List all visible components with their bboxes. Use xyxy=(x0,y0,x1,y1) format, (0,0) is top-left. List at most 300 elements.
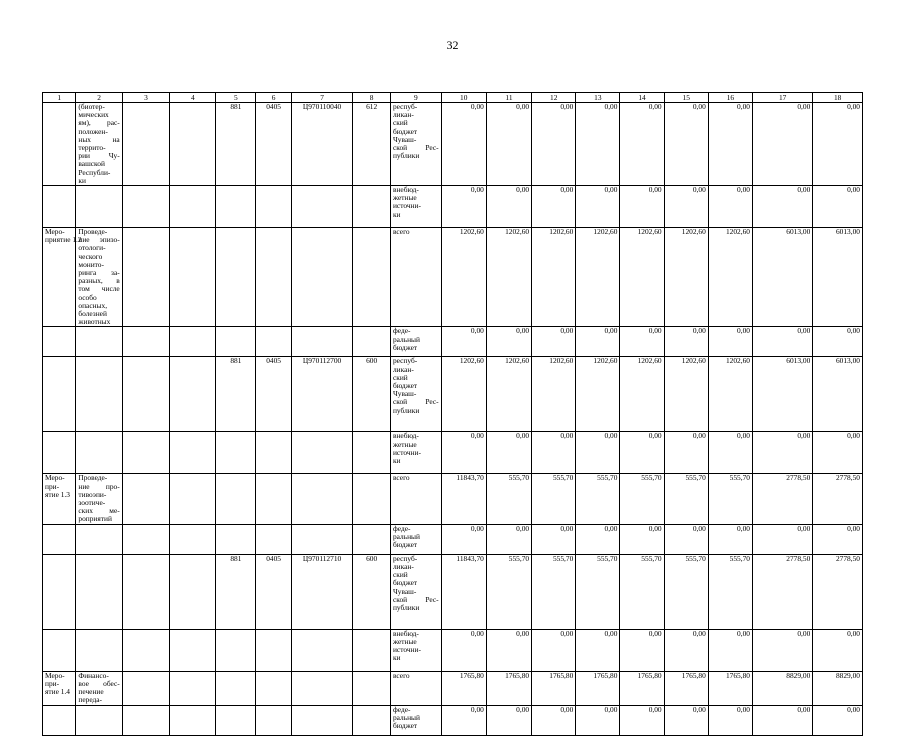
amount-cell: 0,00 xyxy=(708,432,752,474)
expense-type-cell xyxy=(353,705,391,735)
measure-name-cell-line: роприятий xyxy=(78,514,112,524)
funding-source-cell-line: внебюд- xyxy=(392,185,419,195)
header-cell: 4 xyxy=(170,93,216,103)
measure-name-cell xyxy=(76,671,122,705)
amount-cell: 11843,70 xyxy=(441,474,486,524)
amount-cell: 0,00 xyxy=(486,524,531,554)
amount-cell: 0,00 xyxy=(813,629,863,671)
measure-label-cell-line: при- xyxy=(45,481,60,491)
header-cell: 13 xyxy=(576,93,620,103)
empty-cell xyxy=(170,432,216,474)
header-cell: 11 xyxy=(486,93,531,103)
amount-cell: 0,00 xyxy=(664,327,708,357)
measure-label-cell xyxy=(43,474,76,524)
amount-cell: 0,00 xyxy=(813,705,863,735)
amount-cell: 0,00 xyxy=(441,186,486,228)
amount-cell: 2778,50 xyxy=(813,474,863,524)
amount-cell: 0,00 xyxy=(576,705,620,735)
funding-source-cell-line: внебюд- xyxy=(392,431,419,441)
empty-cell xyxy=(122,671,169,705)
empty-cell xyxy=(170,186,216,228)
section-code-cell xyxy=(256,186,292,228)
grbs-code-cell xyxy=(216,228,256,327)
amount-cell: 0,00 xyxy=(576,524,620,554)
grbs-code-cell: 881 xyxy=(216,554,256,629)
empty-cell xyxy=(122,554,169,629)
header-cell: 5 xyxy=(216,93,256,103)
amount-cell: 0,00 xyxy=(620,327,664,357)
amount-cell: 0,00 xyxy=(532,186,576,228)
funding-source-cell-line: респуб- xyxy=(392,553,418,563)
measure-label-cell xyxy=(43,705,76,735)
funding-source-cell-line: всего xyxy=(392,670,410,680)
measure-name-cell-line: том числе xyxy=(78,284,120,294)
empty-cell xyxy=(122,228,169,327)
header-cell: 1 xyxy=(43,93,76,103)
funding-source-cell-line: ральный xyxy=(392,531,420,541)
funding-source-cell-line: ральный xyxy=(392,712,420,722)
measure-name-cell-line: особо xyxy=(78,292,97,302)
measure-name-cell-line: ных на xyxy=(78,134,120,144)
measure-name-cell-line: тивоэпи- xyxy=(78,489,107,499)
funding-source-cell xyxy=(390,432,441,474)
amount-cell: 2778,50 xyxy=(752,554,812,629)
table-row xyxy=(43,327,863,357)
target-article-cell: Ц970112700 xyxy=(291,357,352,432)
measure-label-cell-line: Меро- xyxy=(45,473,65,483)
funding-source-cell xyxy=(390,357,441,432)
amount-cell: 1202,60 xyxy=(532,228,576,327)
section-code-cell xyxy=(256,432,292,474)
amount-cell: 0,00 xyxy=(752,327,812,357)
amount-cell: 0,00 xyxy=(708,103,752,186)
expense-type-cell xyxy=(353,327,391,357)
amount-cell: 0,00 xyxy=(664,524,708,554)
funding-source-cell-line: респуб- xyxy=(392,102,418,111)
amount-cell: 0,00 xyxy=(813,327,863,357)
funding-source-cell-line: публики xyxy=(392,405,420,415)
measure-name-cell xyxy=(76,474,122,524)
funding-source-cell-line: бюджет xyxy=(392,126,418,136)
measure-label-cell xyxy=(43,629,76,671)
amount-cell: 555,70 xyxy=(576,474,620,524)
amount-cell: 0,00 xyxy=(708,186,752,228)
amount-cell: 0,00 xyxy=(441,432,486,474)
funding-source-cell-line: Чуваш- xyxy=(392,389,417,399)
measure-name-cell-line: ние эпизо- xyxy=(78,235,120,245)
header-cell: 12 xyxy=(532,93,576,103)
header-cell: 3 xyxy=(122,93,169,103)
amount-cell: 0,00 xyxy=(576,186,620,228)
funding-source-cell xyxy=(390,228,441,327)
amount-cell: 1202,60 xyxy=(708,228,752,327)
amount-cell: 0,00 xyxy=(664,705,708,735)
amount-cell: 0,00 xyxy=(532,327,576,357)
expense-type-cell: 612 xyxy=(353,103,391,186)
expense-type-cell xyxy=(353,671,391,705)
empty-cell xyxy=(170,327,216,357)
funding-source-cell-line: источни- xyxy=(392,645,421,655)
grbs-code-cell xyxy=(216,186,256,228)
amount-cell: 0,00 xyxy=(486,705,531,735)
funding-source-cell-line: внебюд- xyxy=(392,628,419,638)
empty-cell xyxy=(122,327,169,357)
funding-source-cell-line: источни- xyxy=(392,447,421,457)
amount-cell: 0,00 xyxy=(441,327,486,357)
measure-name-cell-line: печение xyxy=(78,687,104,697)
measure-name-cell-line: опасных, xyxy=(78,300,108,310)
funding-source-cell-line: источни- xyxy=(392,201,421,211)
funding-source-cell xyxy=(390,629,441,671)
empty-cell xyxy=(122,705,169,735)
measure-name-cell-line: ческого xyxy=(78,251,103,261)
table-row xyxy=(43,554,863,629)
funding-source-cell-line: жетные xyxy=(392,636,417,646)
target-article-cell xyxy=(291,705,352,735)
funding-source-cell-line: ральный xyxy=(392,334,420,344)
measure-name-cell xyxy=(76,554,122,629)
section-code-cell: 0405 xyxy=(256,103,292,186)
measure-name-cell-line: ринга за- xyxy=(78,268,120,278)
header-cell: 17 xyxy=(752,93,812,103)
measure-name-cell-line: положен- xyxy=(78,126,108,136)
measure-name-cell-line: ских ме- xyxy=(78,506,120,516)
funding-source-cell-line: ликан- xyxy=(392,364,414,374)
funding-source-cell-line: ский xyxy=(392,372,408,382)
amount-cell: 2778,50 xyxy=(813,554,863,629)
amount-cell: 0,00 xyxy=(441,705,486,735)
amount-cell: 555,70 xyxy=(620,554,664,629)
grbs-code-cell xyxy=(216,474,256,524)
target-article-cell xyxy=(291,524,352,554)
amount-cell: 0,00 xyxy=(752,103,812,186)
measure-label-cell-line: Меро- xyxy=(45,227,65,237)
amount-cell: 555,70 xyxy=(664,554,708,629)
funding-source-cell-line: публики xyxy=(392,151,420,161)
funding-source-cell xyxy=(390,103,441,186)
funding-source-cell-line: феде- xyxy=(392,523,411,533)
amount-cell: 0,00 xyxy=(813,186,863,228)
grbs-code-cell xyxy=(216,671,256,705)
section-code-cell xyxy=(256,228,292,327)
budget-table xyxy=(42,92,863,736)
amount-cell: 0,00 xyxy=(752,629,812,671)
funding-source-cell xyxy=(390,186,441,228)
header-cell: 8 xyxy=(353,93,391,103)
amount-cell: 0,00 xyxy=(620,629,664,671)
grbs-code-cell xyxy=(216,524,256,554)
header-cell: 2 xyxy=(76,93,122,103)
section-code-cell xyxy=(256,671,292,705)
expense-type-cell: 600 xyxy=(353,554,391,629)
measure-label-cell-line: при- xyxy=(45,678,60,688)
target-article-cell xyxy=(291,186,352,228)
amount-cell: 1202,60 xyxy=(441,228,486,327)
amount-cell: 1202,60 xyxy=(576,357,620,432)
amount-cell: 0,00 xyxy=(752,186,812,228)
measure-name-cell-line: ние про- xyxy=(78,481,120,491)
amount-cell: 0,00 xyxy=(486,186,531,228)
amount-cell: 0,00 xyxy=(752,524,812,554)
amount-cell: 0,00 xyxy=(620,186,664,228)
measure-name-cell xyxy=(76,327,122,357)
amount-cell: 0,00 xyxy=(813,524,863,554)
funding-source-cell-line: ки xyxy=(392,456,401,466)
table-row xyxy=(43,705,863,735)
amount-cell: 0,00 xyxy=(486,103,531,186)
measure-label-cell xyxy=(43,103,76,186)
table-row xyxy=(43,103,863,186)
amount-cell: 555,70 xyxy=(620,474,664,524)
amount-cell: 555,70 xyxy=(576,554,620,629)
funding-source-cell xyxy=(390,671,441,705)
header-cell: 7 xyxy=(291,93,352,103)
header-row xyxy=(43,93,863,103)
amount-cell: 555,70 xyxy=(708,554,752,629)
amount-cell: 0,00 xyxy=(441,629,486,671)
amount-cell: 1202,60 xyxy=(620,357,664,432)
funding-source-cell-line: феде- xyxy=(392,326,411,336)
measure-name-cell xyxy=(76,629,122,671)
measure-name-cell xyxy=(76,357,122,432)
measure-label-cell-line: ятие 1.3 xyxy=(45,489,70,499)
amount-cell: 0,00 xyxy=(532,705,576,735)
amount-cell: 555,70 xyxy=(486,554,531,629)
amount-cell: 0,00 xyxy=(532,103,576,186)
amount-cell: 1765,80 xyxy=(486,671,531,705)
amount-cell: 0,00 xyxy=(813,432,863,474)
measure-name-cell-line: вое обес- xyxy=(78,678,120,688)
amount-cell: 0,00 xyxy=(486,432,531,474)
amount-cell: 1202,60 xyxy=(664,228,708,327)
empty-cell xyxy=(122,524,169,554)
empty-cell xyxy=(170,474,216,524)
measure-name-cell-line: отологи- xyxy=(78,243,106,253)
measure-label-cell xyxy=(43,432,76,474)
grbs-code-cell xyxy=(216,432,256,474)
amount-cell: 1202,60 xyxy=(664,357,708,432)
measure-name-cell-line: рии Чу- xyxy=(78,151,120,161)
section-code-cell xyxy=(256,629,292,671)
amount-cell: 1202,60 xyxy=(620,228,664,327)
measure-name-cell xyxy=(76,432,122,474)
section-code-cell: 0405 xyxy=(256,554,292,629)
amount-cell: 0,00 xyxy=(620,705,664,735)
header-cell: 9 xyxy=(390,93,441,103)
amount-cell: 1202,60 xyxy=(708,357,752,432)
amount-cell: 0,00 xyxy=(576,629,620,671)
grbs-code-cell xyxy=(216,327,256,357)
grbs-code-cell xyxy=(216,705,256,735)
measure-label-cell xyxy=(43,524,76,554)
amount-cell: 555,70 xyxy=(532,474,576,524)
measure-label-cell-line: приятие 1.2 xyxy=(45,235,82,245)
amount-cell: 0,00 xyxy=(813,103,863,186)
amount-cell: 0,00 xyxy=(576,327,620,357)
funding-source-cell-line: феде- xyxy=(392,704,411,714)
header-cell: 14 xyxy=(620,93,664,103)
target-article-cell xyxy=(291,432,352,474)
funding-source-cell-line: бюджет xyxy=(392,540,418,550)
header-cell: 16 xyxy=(708,93,752,103)
measure-label-cell-line: Меро- xyxy=(45,670,65,680)
grbs-code-cell: 881 xyxy=(216,357,256,432)
funding-source-cell-line: ликан- xyxy=(392,110,414,120)
header-cell: 18 xyxy=(813,93,863,103)
amount-cell: 0,00 xyxy=(486,629,531,671)
amount-cell: 1765,80 xyxy=(664,671,708,705)
measure-label-cell xyxy=(43,671,76,705)
measure-name-cell-line: Финансо- xyxy=(78,670,109,680)
empty-cell xyxy=(170,228,216,327)
amount-cell: 11843,70 xyxy=(441,554,486,629)
amount-cell: 0,00 xyxy=(441,524,486,554)
funding-source-cell-line: ки xyxy=(392,653,401,663)
empty-cell xyxy=(122,432,169,474)
amount-cell: 0,00 xyxy=(486,327,531,357)
funding-source-cell-line: бюджет xyxy=(392,381,418,391)
funding-source-cell-line: ки xyxy=(392,209,401,219)
amount-cell: 0,00 xyxy=(576,432,620,474)
funding-source-cell xyxy=(390,554,441,629)
target-article-cell: Ц970110040 xyxy=(291,103,352,186)
measure-name-cell-line: зоотиче- xyxy=(78,498,106,508)
amount-cell: 0,00 xyxy=(620,432,664,474)
target-article-cell: Ц970112710 xyxy=(291,554,352,629)
amount-cell: 1202,60 xyxy=(576,228,620,327)
amount-cell: 1765,80 xyxy=(576,671,620,705)
expense-type-cell xyxy=(353,432,391,474)
target-article-cell xyxy=(291,228,352,327)
funding-source-cell-line: бюджет xyxy=(392,720,418,730)
section-code-cell: 0405 xyxy=(256,357,292,432)
funding-source-cell-line: ликан- xyxy=(392,561,414,571)
amount-cell: 0,00 xyxy=(620,524,664,554)
amount-cell: 0,00 xyxy=(708,524,752,554)
table-row xyxy=(43,671,863,705)
measure-name-cell-line: Проведе- xyxy=(78,473,108,483)
table-row xyxy=(43,432,863,474)
amount-cell: 1765,80 xyxy=(441,671,486,705)
measure-label-cell xyxy=(43,186,76,228)
measure-name-cell-line: мических xyxy=(78,110,109,120)
measure-label-cell-line: ятие 1.4 xyxy=(45,687,70,697)
empty-cell xyxy=(122,186,169,228)
measure-name-cell-line: животных xyxy=(78,317,111,327)
header-cell: 10 xyxy=(441,93,486,103)
amount-cell: 1202,60 xyxy=(486,228,531,327)
expense-type-cell xyxy=(353,524,391,554)
measure-name-cell xyxy=(76,705,122,735)
amount-cell: 0,00 xyxy=(532,524,576,554)
section-code-cell xyxy=(256,474,292,524)
funding-source-cell-line: ский xyxy=(392,570,408,580)
table-row xyxy=(43,357,863,432)
amount-cell: 0,00 xyxy=(664,629,708,671)
amount-cell: 8829,00 xyxy=(813,671,863,705)
funding-source-cell-line: Чуваш- xyxy=(392,134,417,144)
measure-name-cell-line: (биотер- xyxy=(78,102,105,111)
measure-name-cell xyxy=(76,524,122,554)
expense-type-cell xyxy=(353,186,391,228)
empty-cell xyxy=(170,671,216,705)
amount-cell: 0,00 xyxy=(441,103,486,186)
measure-label-cell xyxy=(43,554,76,629)
page-number: 32 xyxy=(446,38,459,52)
amount-cell: 0,00 xyxy=(620,103,664,186)
amount-cell: 6013,00 xyxy=(813,357,863,432)
amount-cell: 1765,80 xyxy=(620,671,664,705)
measure-name-cell-line: ям), рас- xyxy=(78,118,120,128)
amount-cell: 6013,00 xyxy=(752,228,812,327)
funding-source-cell-line: ской Рес- xyxy=(392,594,439,604)
section-code-cell xyxy=(256,705,292,735)
measure-name-cell xyxy=(76,103,122,186)
amount-cell: 1202,60 xyxy=(441,357,486,432)
measure-name-cell-line: переда- xyxy=(78,695,103,705)
measure-name-cell-line: вашской xyxy=(78,159,105,169)
target-article-cell xyxy=(291,474,352,524)
amount-cell: 0,00 xyxy=(532,432,576,474)
expense-type-cell xyxy=(353,228,391,327)
amount-cell: 1765,80 xyxy=(532,671,576,705)
header-cell: 15 xyxy=(664,93,708,103)
measure-label-cell xyxy=(43,357,76,432)
measure-name-cell xyxy=(76,186,122,228)
funding-source-cell-line: всего xyxy=(392,473,410,483)
empty-cell xyxy=(122,357,169,432)
funding-source-cell-line: бюджет xyxy=(392,342,418,352)
empty-cell xyxy=(170,554,216,629)
section-code-cell xyxy=(256,524,292,554)
section-code-cell xyxy=(256,327,292,357)
funding-source-cell-line: жетные xyxy=(392,439,417,449)
empty-cell xyxy=(170,705,216,735)
amount-cell: 0,00 xyxy=(664,432,708,474)
funding-source-cell xyxy=(390,474,441,524)
expense-type-cell xyxy=(353,474,391,524)
measure-name-cell-line: Республи- xyxy=(78,167,111,177)
funding-source-cell-line: публики xyxy=(392,602,420,612)
amount-cell: 555,70 xyxy=(708,474,752,524)
empty-cell xyxy=(170,524,216,554)
measure-name-cell-line: Проведе- xyxy=(78,227,108,237)
empty-cell xyxy=(170,629,216,671)
amount-cell: 0,00 xyxy=(708,705,752,735)
amount-cell: 1202,60 xyxy=(532,357,576,432)
table-row xyxy=(43,629,863,671)
measure-name-cell-line: террито- xyxy=(78,143,106,153)
header-cell: 6 xyxy=(256,93,292,103)
table-row xyxy=(43,524,863,554)
funding-source-cell-line: бюджет xyxy=(392,578,418,588)
funding-source-cell-line: респуб- xyxy=(392,356,418,366)
empty-cell xyxy=(122,474,169,524)
amount-cell: 1765,80 xyxy=(708,671,752,705)
funding-source-cell xyxy=(390,327,441,357)
measure-name-cell-line: болезней xyxy=(78,309,107,319)
table-row xyxy=(43,474,863,524)
amount-cell: 0,00 xyxy=(576,103,620,186)
amount-cell: 555,70 xyxy=(486,474,531,524)
amount-cell: 0,00 xyxy=(664,103,708,186)
table-row xyxy=(43,228,863,327)
measure-name-cell xyxy=(76,228,122,327)
target-article-cell xyxy=(291,629,352,671)
funding-source-cell-line: всего xyxy=(392,227,410,237)
amount-cell: 0,00 xyxy=(708,327,752,357)
amount-cell: 555,70 xyxy=(664,474,708,524)
